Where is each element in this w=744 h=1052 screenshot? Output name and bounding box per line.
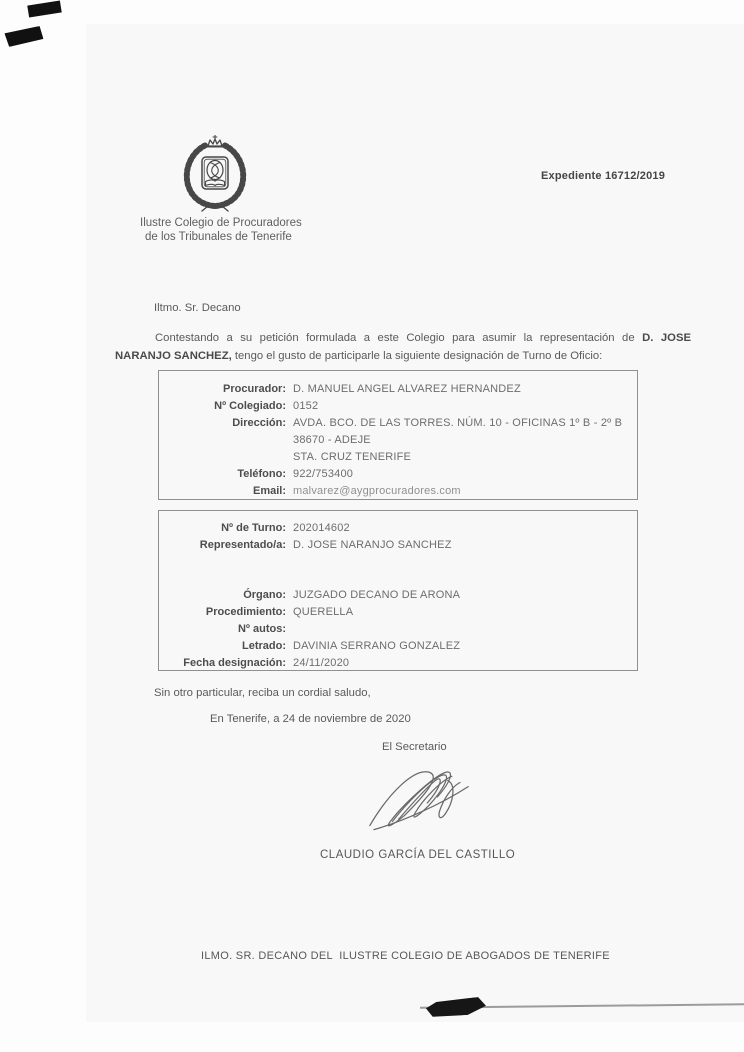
field-value-num-turno: 202014602	[293, 522, 350, 534]
field-label-num-autos: Nº autos:	[237, 623, 286, 635]
field-value-representado: D. JOSE NARANJO SANCHEZ	[293, 539, 452, 551]
field-label-telefono: Teléfono:	[237, 468, 286, 480]
field-label-blank-1	[159, 432, 286, 449]
field-label-procedimiento: Procedimiento:	[205, 606, 286, 618]
scan-artifact-top-mark-2	[4, 26, 44, 48]
field-value-num-colegiado: 0152	[293, 400, 319, 412]
field-label-procurador: Procurador:	[223, 383, 286, 395]
field-value-procurador: D. MANUEL ANGEL ALVAREZ HERNANDEZ	[293, 383, 521, 395]
turno-info-grid	[159, 511, 637, 672]
intro-line1-text: Contestando a su petición formulada a este Colegio para asumir la representación de	[155, 332, 635, 344]
field-label-email: Email:	[252, 485, 286, 497]
intro-paragraph	[115, 329, 691, 365]
intro-line2-bold-name: NARANJO SANCHEZ,	[115, 350, 232, 362]
addressee-footer: ILMO. SR. DECANO DEL ILUSTRE COLEGIO DE ABOGADOS DE TENERIFE	[201, 950, 610, 962]
letterhead-org-line2: de los Tribunales de Tenerife	[145, 231, 292, 243]
field-value-num-autos	[293, 621, 637, 638]
intro-line2-text: tengo el gusto de participarle la siguiente designación de Turno de Oficio:	[234, 350, 603, 362]
field-label-blank-2	[159, 449, 286, 466]
field-value-procedimiento: QUERELLA	[293, 606, 354, 618]
signer-name: CLAUDIO GARCÍA DEL CASTILLO	[320, 849, 516, 861]
turno-info-box	[158, 510, 638, 671]
letterhead-org-line1: Ilustre Colegio de Procuradores	[140, 217, 302, 229]
field-label-direccion: Dirección:	[232, 417, 286, 429]
intro-line1	[115, 329, 691, 347]
scan-artifact-top-mark-1	[27, 0, 61, 17]
signer-title: El Secretario	[382, 741, 447, 753]
field-label-organo: Órgano:	[243, 589, 286, 601]
intro-line1-bold-name: D. JOSE	[642, 332, 692, 344]
procuradores-crest-icon	[177, 135, 253, 213]
closing-line: Sin otro particular, reciba un cordial saludo,	[154, 687, 371, 699]
expediente-number: Expediente 16712/2019	[541, 170, 666, 182]
field-value-direccion-line1: AVDA. BCO. DE LAS TORRES. NÚM. 10 - OFICINAS 1º B - 2º B	[293, 417, 623, 429]
procurador-info-grid	[159, 371, 637, 500]
field-label-representado: Representado/a:	[199, 539, 286, 551]
field-value-direccion-line2: 38670 - ADEJE	[293, 434, 371, 446]
field-label-num-turno: Nº de Turno:	[221, 522, 286, 534]
handwritten-signature	[358, 762, 478, 844]
field-label-letrado: Letrado:	[242, 640, 286, 652]
procurador-info-box	[158, 370, 638, 500]
letterhead-org-name	[140, 216, 302, 244]
field-value-telefono: 922/753400	[293, 468, 354, 480]
field-value-letrado: DAVINIA SERRANO GONZALEZ	[293, 640, 461, 652]
intro-line2	[115, 347, 691, 365]
date-line: En Tenerife, a 24 de noviembre de 2020	[210, 713, 411, 725]
field-value-direccion-line3: STA. CRUZ TENERIFE	[293, 451, 412, 463]
field-value-fecha-designacion: 24/11/2020	[293, 657, 350, 669]
field-value-organo: JUZGADO DECANO DE ARONA	[293, 589, 461, 601]
field-value-email: malvarez@aygprocuradores.com	[293, 485, 461, 497]
salutation: Iltmo. Sr. Decano	[154, 302, 241, 314]
field-label-fecha-designacion: Fecha designación:	[183, 657, 286, 669]
field-label-num-colegiado: Nº Colegiado:	[214, 400, 286, 412]
turno-box-spacer	[159, 554, 637, 587]
